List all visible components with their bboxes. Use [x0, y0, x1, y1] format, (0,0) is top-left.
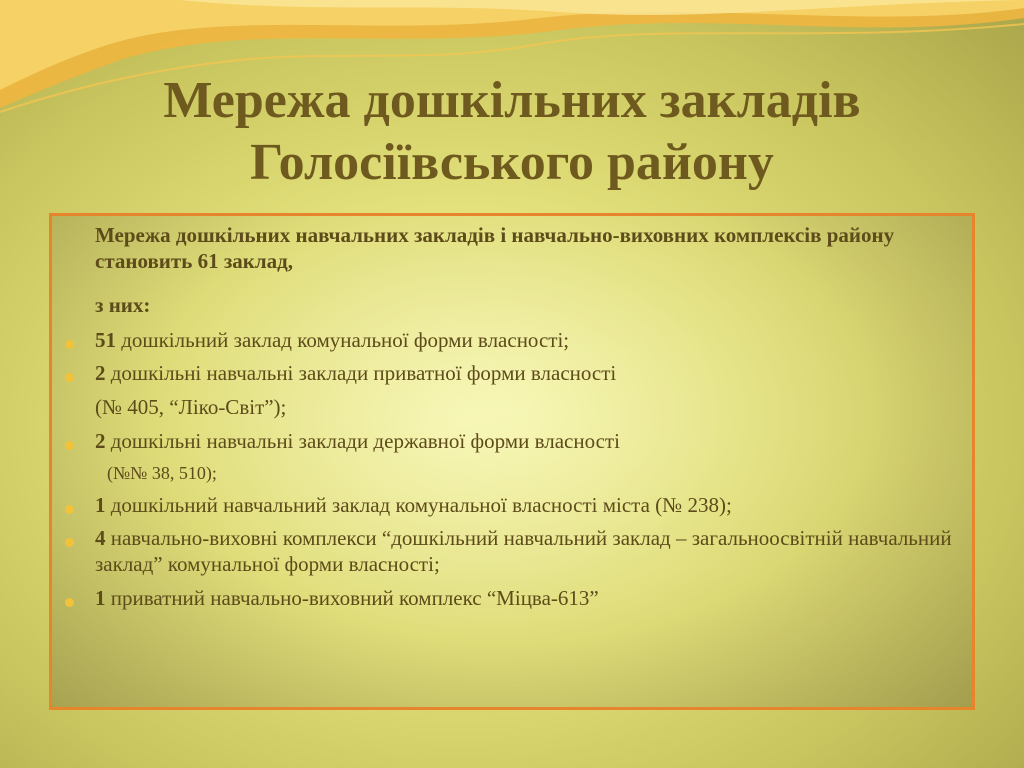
item-number: 1	[95, 493, 106, 517]
bullet-icon	[65, 373, 74, 382]
item-number: 4	[95, 526, 106, 550]
bullet-icon	[65, 598, 74, 607]
item-number: 51	[95, 328, 116, 352]
bullet-icon	[65, 538, 74, 547]
list-item	[95, 585, 965, 611]
bullet-icon	[65, 441, 74, 450]
intro-sub: з них:	[95, 293, 151, 317]
list-item	[95, 327, 965, 353]
item-text: навчально-виховні комплекси “дошкільний навчальний заклад – загальноосвітній навчальний заклад” комунальної форми власності;	[95, 526, 952, 576]
item-text: приватний навчально-виховний комплекс “Міцва-613”	[105, 586, 599, 610]
bullet-icon	[65, 505, 74, 514]
item-number: 2	[95, 361, 106, 385]
item-number: 1	[95, 586, 106, 610]
content-panel	[49, 213, 975, 710]
list-item	[95, 525, 965, 577]
list-item	[95, 428, 965, 454]
item-text: дошкільний навчальний заклад комунальної власності міста (№ 238);	[105, 493, 732, 517]
item-continuation: (№ 405, “Ліко-Світ”);	[95, 395, 287, 419]
intro-text: Мережа дошкільних навчальних закладів і навчально-виховних комплексів району становить 61 заклад,	[95, 223, 895, 273]
list-item	[95, 360, 965, 386]
page-title	[0, 70, 1024, 194]
item-text: дошкільний заклад комунальної форми власності;	[116, 328, 570, 352]
bullet-icon	[65, 340, 74, 349]
title-line-2: Голосіївського району	[250, 134, 774, 191]
item-text: дошкільні навчальні заклади державної форми власності	[105, 429, 620, 453]
item-text: дошкільні навчальні заклади приватної форми власності	[105, 361, 617, 385]
item-continuation: (№№ 38, 510);	[107, 463, 217, 483]
title-line-1: Мережа дошкільних закладів	[163, 72, 861, 129]
list-item	[95, 492, 965, 518]
item-number: 2	[95, 429, 106, 453]
